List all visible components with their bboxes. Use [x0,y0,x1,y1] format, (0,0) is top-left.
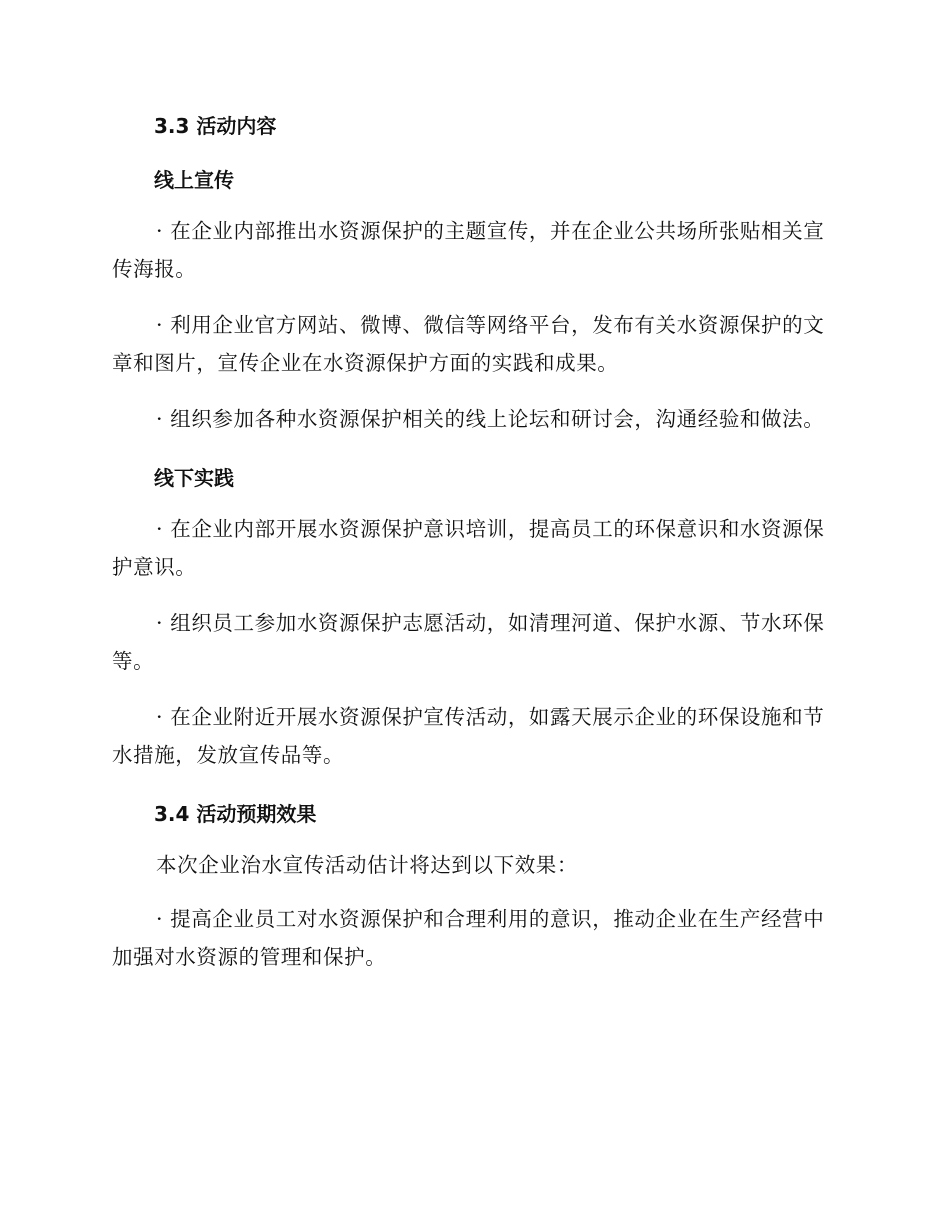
subheading-offline-practice: 线下实践 [154,466,234,490]
paragraph: · 组织参加各种水资源保护相关的线上论坛和研讨会，沟通经验和做法。 [156,407,825,431]
paragraph: 本次企业治水宣传活动估计将达到以下效果： [156,853,578,877]
paragraph: · 在企业内部开展水资源保护意识培训，提高员工的环保意识和水资源保护意识。 [112,517,825,579]
subheading-online-promotion: 线上宣传 [154,168,234,192]
section-heading-3-3: 3.3 活动内容 [154,114,277,138]
paragraph: · 组织员工参加水资源保护志愿活动，如清理河道、保护水源、节水环保等。 [112,611,825,673]
paragraph: · 在企业内部推出水资源保护的主题宣传，并在企业公共场所张贴相关宣传海报。 [112,219,825,281]
document-body [112,104,826,994]
paragraph: · 提高企业员工对水资源保护和合理利用的意识，推动企业在生产经营中加强对水资源的管理和保护。 [112,907,825,969]
paragraph: · 在企业附近开展水资源保护宣传活动，如露天展示企业的环保设施和节水措施，发放宣传品等。 [112,705,825,767]
section-heading-3-4: 3.4 活动预期效果 [154,802,317,826]
paragraph: · 利用企业官方网站、微博、微信等网络平台，发布有关水资源保护的文章和图片，宣传企业在水资源保护方面的实践和成果。 [112,313,825,375]
